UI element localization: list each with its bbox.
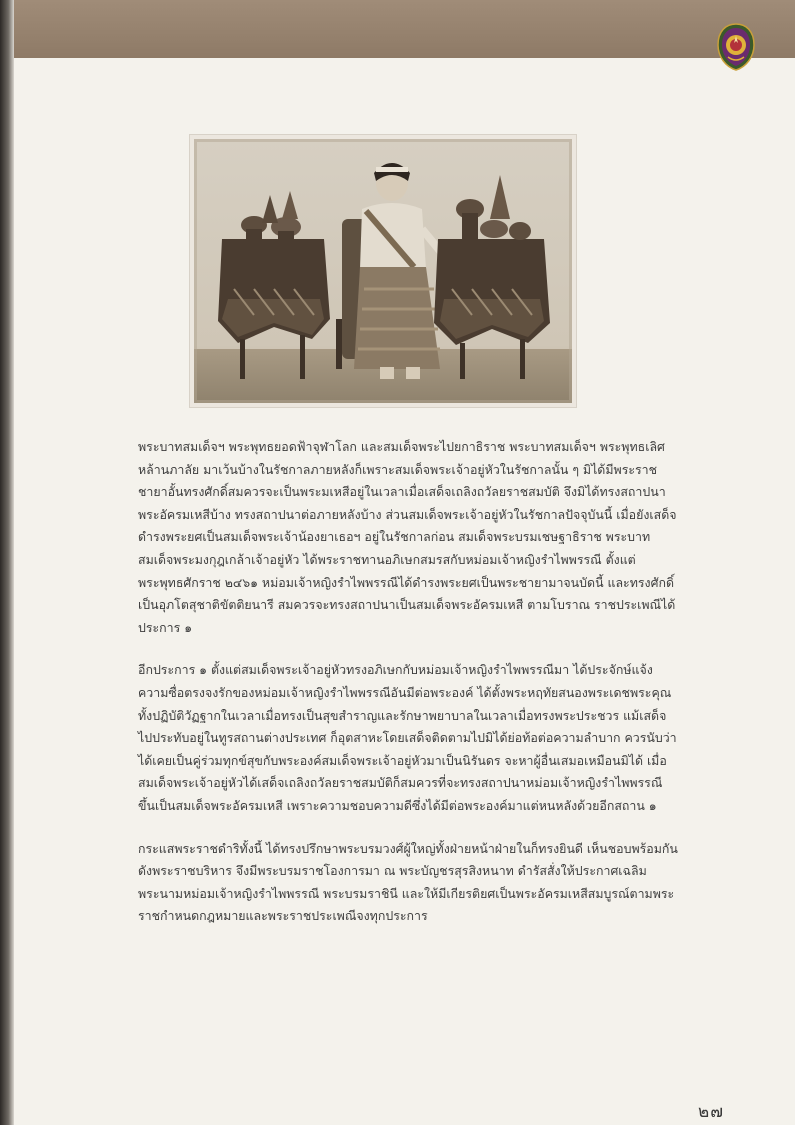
- paragraph-2: อีกประการ ๑ ตั้งแต่สมเด็จพระเจ้าอยู่หัวทรงอภิเษกกับหม่อมเจ้าหญิงรำไพพรรณีมา ได้ประจักษ์แจ้งความซื่อตรงจงรักของหม่อมเจ้าหญิงรำไพพรรณีอันมีต่อพระองค์ ได้ตั้งพระหฤทัยสนองพระเดชพระคุณทั้งปฏิบัติวัฏฐากในเวลาเมื่อทรงเป็นสุขสำราญและรักษาพยาบาลในเวลาเมื่อทรงพระประชวร แม้เสด็จไปประทับอยู่ในทูรสถานต่างประเทศ ก็อุตสาหะโดยเสด็จติดตามไปมิได้ย่อท้อต่อความลำบาก ควรนับว่าได้เคยเป็นคู่ร่วมทุกข์สุขกับพระองค์สมเด็จพระเจ้าอยู่หัวมาเป็นนิรันดร จะหาผู้อื่นเสมอเหมือนมิได้ เมื่อสมเด็จพระเจ้าอยู่หัวได้เสด็จเถลิงถวัลยราชสมบัติก็สมควรที่จะทรงสถาปนาหม่อมเจ้าหญิงรำไพพรรณีขึ้นเป็นสมเด็จพระอัครมเหสี เพราะความชอบความดีซึ่งได้มีต่อพระองค์มาแต่หนหลังด้วยอีกสถาน ๑: [138, 662, 677, 813]
- historical-portrait-photo: [194, 139, 572, 403]
- paragraph-3: กระแสพระราชดำริทั้งนี้ ได้ทรงปรึกษาพระบรมวงศ์ผู้ใหญ่ทั้งฝ่ายหน้าฝ่ายในก็ทรงยินดี เห็นชอบพร้อมกันดังพระราชบริหาร จึงมีพระบรมราชโองการมา ณ พระบัญชรสุรสิงหนาท ดำรัสสั่งให้ประกาศเฉลิมพระนามหม่อมเจ้าหญิงรำไพพรรณี พระบรมราชินี และให้มีเกียรติยศเป็นพระอัครมเหสีสมบูรณ์ตามพระราชกำหนดกฎหมายและพระราชประเพณีจงทุกประการ: [138, 840, 678, 924]
- book-gutter: [0, 0, 14, 1125]
- page-number: ๒๗: [698, 1102, 724, 1122]
- university-seal-icon: [716, 23, 756, 71]
- paragraph-1: พระบาทสมเด็จฯ พระพุทธยอดฟ้าจุฬาโลก และสมเด็จพระไปยกาธิราช พระบาทสมเด็จฯ พระพุทธเลิศหล้านภาลัย มาเว้นบ้างในรัชกาลภายหลังก็เพราะสมเด็จพระเจ้าอยู่หัวในรัชกาลนั้น ๆ มิได้มีพระราชชายาอั้นทรงศักดิ์สมควรจะเป็นพระมเหสีอยู่ในเวลาเมื่อเสด็จเถลิงถวัลยราชสมบัติ จึงมิได้ทรงสถาปนาพระอัครมเหสีบ้าง ทรงสถาปนาต่อภายหลังบ้าง ส่วนสมเด็จพระเจ้าอยู่หัวในรัชกาลปัจจุบันนี้ เมื่อยังเสด็จดำรงพระยศเป็นสมเด็จพระเจ้าน้องยาเธอฯ อยู่ในรัชกาลก่อน สมเด็จพระบรมเชษฐาธิราช พระบาทสมเด็จพระมงกุฎเกล้าเจ้าอยู่หัว ได้พระราชทานอภิเษกสมรสกับหม่อมเจ้าหญิงรำไพพรรณี ตั้งแต่พระพุทธศักราช ๒๔๖๑ หม่อมเจ้าหญิงรำไพพรรณีได้ดำรงพระยศเป็นพระชายามาจนบัดนี้ และทรงศักดิ์เป็นอุภโตสุชาติขัตติยนารี สมควรจะทรงสถาปนาเป็นสมเด็จพระอัครมเหสี ตามโบราณ ราชประเพณีได้ประการ ๑: [138, 439, 677, 635]
- body-text: [138, 436, 678, 948]
- photo-frame: [190, 135, 576, 407]
- header-band: [14, 0, 795, 58]
